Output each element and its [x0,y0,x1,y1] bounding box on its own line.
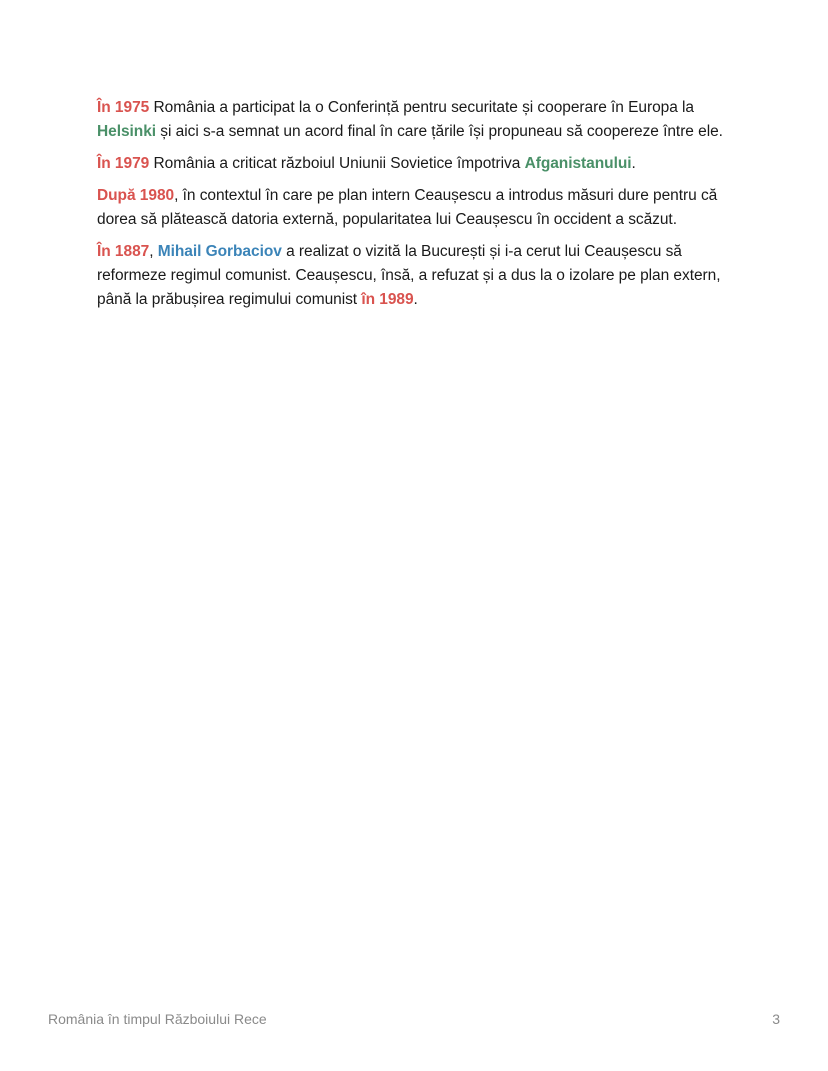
place-highlight: Afganistanului [524,155,632,172]
paragraph-text: și aici s-a semnat un acord final în care țările își propuneau să coopereze între ele. [156,123,723,140]
document-body [97,96,737,320]
person-highlight: Mihail Gorbaciov [157,243,282,260]
paragraph-gorbaciov-visit [97,240,737,312]
date-highlight: După 1980 [97,187,175,204]
footer-page-number: 3 [772,1011,780,1027]
date-highlight: În 1975 [97,99,150,116]
paragraph-text: , în contextul în care pe plan intern Ceaușescu a introdus măsuri dure pentru că dorea să plătească datoria externă, popularitatea lui Ceaușescu în occident a scăzut. [97,187,718,228]
paragraph-text: România a participat la o Conferință pentru securitate și cooperare în Europa la [149,99,695,116]
date-highlight: în 1989 [361,291,414,308]
footer-document-title: România în timpul Războiului Rece [48,1011,267,1027]
paragraph-afghanistan-1979 [97,152,737,176]
paragraph-text: , [149,243,158,260]
paragraph-text: România a criticat războiul Uniunii Sovietice împotriva [149,155,525,172]
paragraph-after-1980 [97,184,737,232]
date-highlight: În 1887 [97,243,150,260]
place-highlight: Helsinki [97,123,157,140]
date-highlight: În 1979 [97,155,150,172]
paragraph-helsinki-1975 [97,96,737,144]
paragraph-text: . [631,155,636,172]
paragraph-text: a realizat o vizită la București și i-a cerut lui Ceaușescu să reformeze regimul comunist. Ceaușescu, însă, a refuzat și a dus la o izolare pe plan extern, până la prăbușirea regimului comunist [97,243,721,308]
paragraph-text: . [413,291,418,308]
